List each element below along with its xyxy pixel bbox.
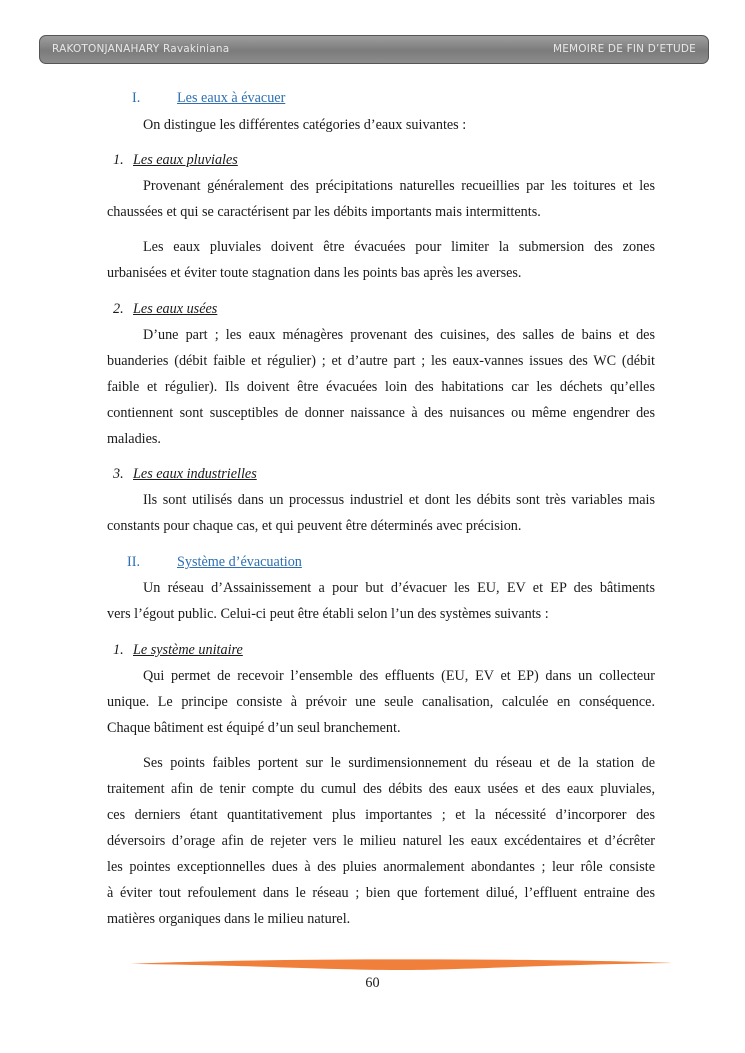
paragraph-line: matières organiques dans le milieu naturel. — [107, 911, 351, 927]
running-header — [39, 35, 709, 64]
subsection-title: Les eaux industrielles — [133, 466, 257, 482]
subsection-number: 1. — [113, 642, 124, 658]
paragraph-line: constants pour chaque cas, et qui peuvent être déterminés avec précision. — [107, 518, 522, 534]
subsection-number: 1. — [113, 152, 124, 168]
paragraph-line: buanderies (débit faible et régulier) ; et d’autre part ; les eaux-vannes issues des WC (débit — [107, 353, 655, 369]
paragraph-line: Provenant généralement des précipitations naturelles recueillies par les toitures et les — [143, 178, 655, 194]
paragraph-line: traitement afin de tenir compte du cumul des débits des eaux usées et des eaux pluviales, — [107, 781, 655, 797]
subsection-title: Le système unitaire — [133, 642, 243, 658]
paragraph-line: D’une part ; les eaux ménagères provenant des cuisines, des salles de bains et des — [143, 327, 655, 343]
section-number: I. — [132, 90, 141, 106]
paragraph-line: Les eaux pluviales doivent être évacuées pour limiter la submersion des zones — [143, 239, 655, 255]
paragraph-line: Un réseau d’Assainissement a pour but d’évacuer les EU, EV et EP des bâtiments — [143, 580, 655, 596]
subsection-number: 2. — [113, 301, 124, 317]
header-author: RAKOTONJANAHARY Ravakiniana — [52, 43, 230, 55]
paragraph-line: chaussées et qui se caractérisent par les débits importants mais intermittents. — [107, 204, 541, 220]
paragraph-line: faible et régulier). Ils doivent être évacuées loin des habitations car les déchets qu’elles — [107, 379, 655, 395]
subsection-title: Les eaux pluviales — [133, 152, 238, 168]
paragraph-line: unique. Le principe consiste à prévoir une seule canalisation, calculée en conséquence. — [107, 694, 655, 710]
paragraph-line: maladies. — [107, 431, 161, 447]
paragraph-line: contiennent sont susceptibles de donner naissance à des nuisances ou même engendrer des — [107, 405, 655, 421]
subsection-number: 3. — [113, 466, 124, 482]
subsection-title: Les eaux usées — [133, 301, 218, 317]
paragraph-line: urbanisées et éviter toute stagnation dans les points bas après les averses. — [107, 265, 522, 281]
footer-swoosh-divider — [130, 956, 672, 972]
section-title: Les eaux à évacuer — [177, 90, 286, 106]
paragraph-line: les pointes exceptionnelles dues à des pluies anormalement abondantes ; leur rôle consiste — [107, 859, 655, 875]
section-number: II. — [127, 554, 140, 570]
section-title: Système d’évacuation — [177, 554, 302, 570]
paragraph-line: Chaque bâtiment est équipé d’un seul branchement. — [107, 720, 401, 736]
header-doc-type: MEMOIRE DE FIN D’ETUDE — [552, 43, 696, 55]
paragraph-line: Ils sont utilisés dans un processus industriel et dont les débits sont très variables mais — [143, 492, 655, 508]
paragraph-line: ces derniers étant quantitativement plus importantes ; et la nécessité d’incorporer des — [107, 807, 655, 823]
paragraph-line: vers l’égout public. Celui-ci peut être établi selon l’un des systèmes suivants : — [107, 606, 549, 622]
page-number: 60 — [365, 975, 380, 991]
paragraph-line: à éviter tout refoulement dans le réseau ; bien que fortement dilué, l’effluent entraine des — [107, 885, 655, 901]
paragraph-line: Ses points faibles portent sur le surdimensionnement du réseau et de la station de — [143, 755, 655, 771]
paragraph-line: déversoirs d’orage afin de rejeter vers le milieu naturel les eaux excédentaires et d’écrêter — [107, 833, 655, 849]
paragraph-line: Qui permet de recevoir l’ensemble des effluents (EU, EV et EP) dans un collecteur — [143, 668, 655, 684]
section-intro: On distingue les différentes catégories d’eaux suivantes : — [143, 117, 467, 133]
